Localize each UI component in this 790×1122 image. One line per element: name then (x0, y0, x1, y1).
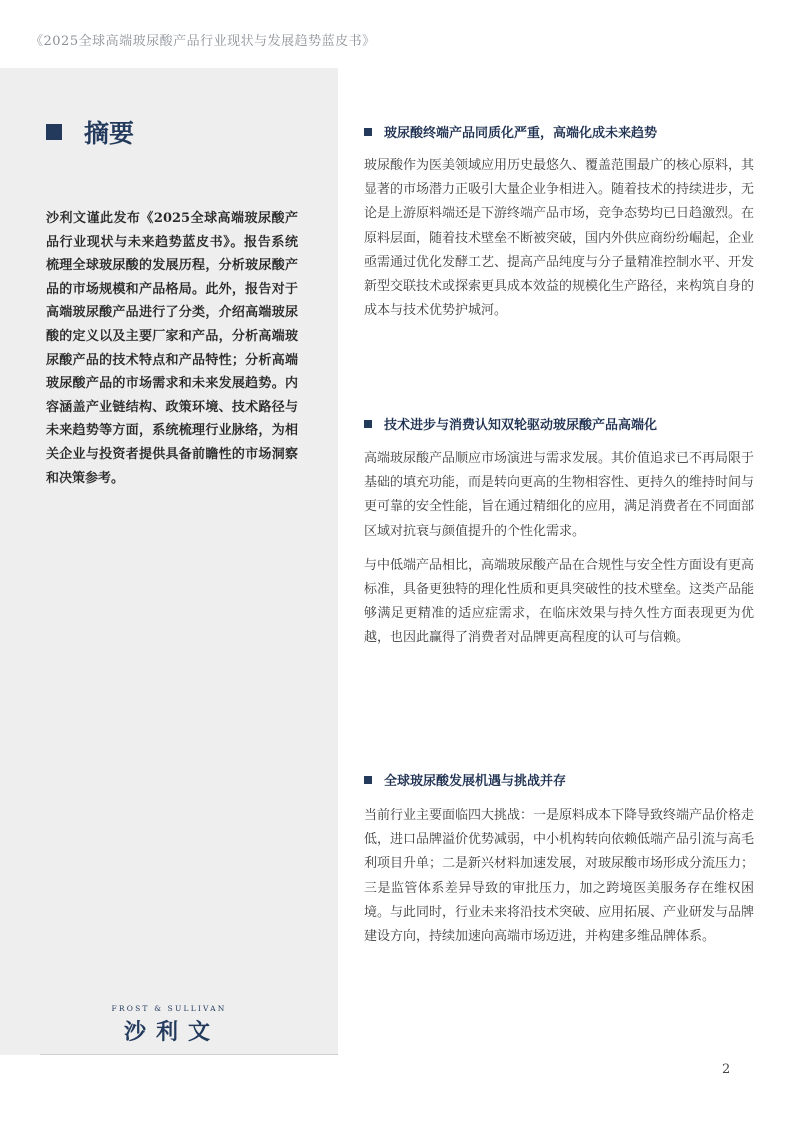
page-number: 2 (722, 1062, 731, 1077)
square-bullet-icon (46, 124, 62, 140)
section-heading (364, 770, 754, 789)
abstract-title: 摘要 (84, 119, 135, 148)
section-homogenization (364, 122, 754, 323)
square-bullet-icon (364, 776, 372, 784)
square-bullet-icon (364, 420, 372, 428)
abstract-heading (46, 114, 134, 150)
running-header-title: 《2025全球高端玻尿酸产品行业现状与发展趋势蓝皮书》 (30, 34, 376, 49)
frost-sullivan-logo (104, 1004, 234, 1046)
section-title: 技术进步与消费认知双轮驱动玻尿酸产品高端化 (384, 418, 658, 433)
section-title: 全球玻尿酸发展机遇与挑战并存 (384, 774, 567, 789)
sidebar-divider (40, 1054, 338, 1055)
section-paragraph: 高端玻尿酸产品顺应市场演进与需求发展。其价值追求已不再局限于基础的填充功能，而是转向更高的生物相容性、更持久的维持时间与更可靠的安全性能，旨在通过精细化的应用，满足消费者在不同面部区域对抗衰与颜值提升的个性化需求。 (364, 451, 755, 539)
section-paragraph: 玻尿酸作为医美领域应用历史最悠久、覆盖范围最广的核心原料，其显著的市场潜力正吸引大量企业争相进入。随着技术的持续进步，无论是上游原料端还是下游终端产品市场，竞争态势均已日趋激烈。在原料层面，随着技术壁垒不断被突破，国内外供应商纷纷崛起，企业亟需通过优化发酵工艺、提高产品纯度与分子量精准控制水平、开发新型交联技术或探索更具成本效益的规模化生产路径，来构筑自身的成本与技术优势护城河。 (364, 158, 755, 319)
section-title: 玻尿酸终端产品同质化严重，高端化成未来趋势 (384, 126, 658, 141)
logo-chinese-text: 沙利文 (123, 1020, 220, 1045)
abstract-sidebar (0, 68, 338, 1055)
logo-english-text: FROST & SULLIVAN (111, 1004, 227, 1013)
section-opportunities-challenges (364, 770, 754, 949)
section-paragraph: 与中低端产品相比，高端玻尿酸产品在合规性与安全性方面设有更高标准，具备更独特的理化性质和更具突破性的技术壁垒。这类产品能够满足更精准的适应症需求，在临床效果与持久性方面表现更为优越，也因此赢得了消费者对品牌更高程度的认可与信赖。 (364, 557, 755, 646)
section-heading (364, 414, 754, 433)
square-bullet-icon (364, 128, 372, 136)
section-paragraph: 当前行业主要面临四大挑战：一是原料成本下降导致终端产品价格走低，进口品牌溢价优势减弱，中小机构转向依赖低端产品引流与高毛利项目升单；二是新兴材料加速发展，对玻尿酸市场形成分流压力；三是监管体系差异导致的审批压力，加之跨境医美服务存在维权困境。与此同时，行业未来将沿技术突破、应用拓展、产业研发与品牌建设方向，持续加速向高端市场迈进，并构建多维品牌体系。 (364, 808, 755, 945)
section-heading (364, 122, 754, 141)
section-tech-drivers (364, 414, 754, 651)
abstract-body: 沙利文谨此发布《2025全球高端玻尿酸产品行业现状与未来趋势蓝皮书》。报告系统梳理全球玻尿酸的发展历程，分析玻尿酸产品的市场规模和产品格局。此外，报告对于高端玻尿酸产品进行了分类，介绍高端玻尿酸的定义以及主要厂家和产品，分析高端玻尿酸产品的技术特点和产品特性；分析高端玻尿酸产品的市场需求和未来发展趋势。内容涵盖产业链结构、政策环境、技术路径与未来趋势等方面，系统梳理行业脉络，为相关企业与投资者提供具备前瞻性的市场洞察和决策参考。 (46, 211, 298, 486)
